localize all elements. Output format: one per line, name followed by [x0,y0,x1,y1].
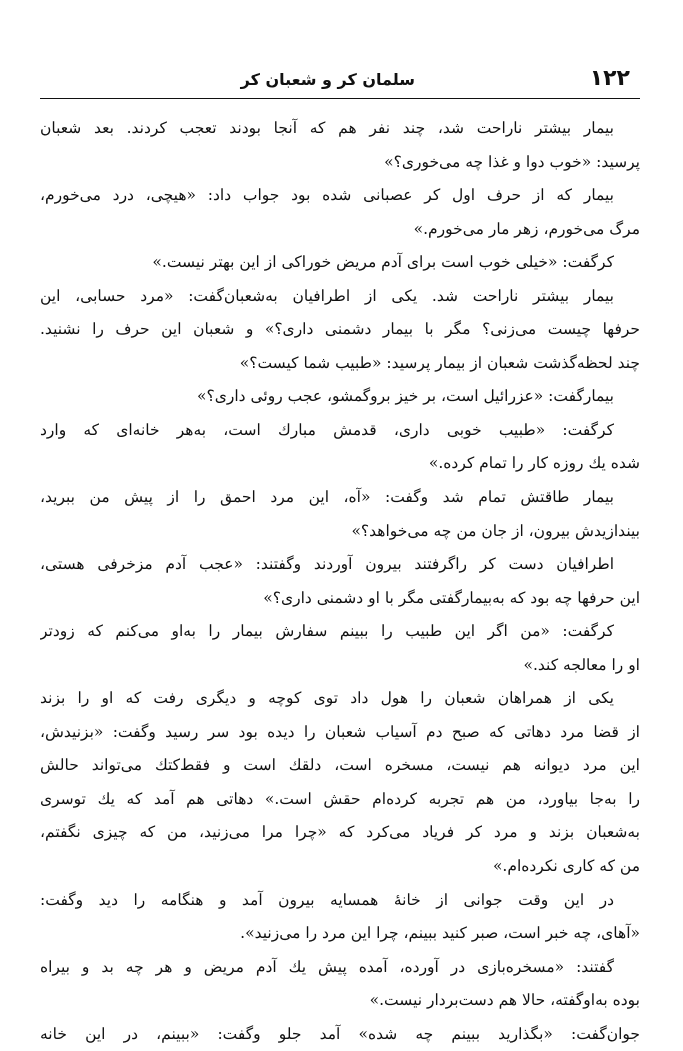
text-line: کرگفت: «خیلی خوب است برای آدم مریض خوراکی از این بهتر نیست.» [152,253,614,272]
body-text [40,112,640,1051]
text-line: او را معالجه کند.» [523,655,640,674]
text-line: یکی از همراهان شعبان را هول داد توی کوچه و دیگری رفت که او را بزند [40,689,614,708]
text-line: حرفها چیست می‌زنی؟ مگر با بیمار دشمنی داری؟» و شعبان این حرف را نشنید. [40,320,640,339]
text-line: مرگ می‌خورم، زهر مار می‌خورم.» [413,219,640,238]
text-line: جوان‌گفت: «بگذارید ببینم چه شده» آمد جلو وگفت: «ببینم، در این خانه [40,1024,640,1043]
text-line: بیمارگفت: «عزرائیل است، بر خیز بروگمشو، عجب روئی داری؟» [197,387,614,406]
text-line: از قضا مرد دهاتی که صبح دم آسیاب شعبان را دیده بود سر رسید وگفت: «بزنیدش، [40,722,640,741]
text-line: اطرافیان دست کر راگرفتند بیرون آوردند وگفتند: «عجب آدم مزخرفی هستی، [40,555,614,574]
page-header [40,62,640,96]
header-rule [40,98,640,99]
text-line: در این وقت جوانی از خانهٔ همسایه بیرون آمد و هنگامه را دید وگفت: [40,890,614,909]
text-line: بیندازیدش بیرون، از جان من چه می‌خواهد؟» [351,521,640,540]
text-line: «آهای، چه خبر است، صبر کنید ببینم، چرا این مرد را می‌زنید». [240,924,640,943]
text-line: پرسید: «خوب دوا و غذا چه می‌خوری؟» [384,152,640,171]
text-line: این حرفها چه بود که به‌بیمارگفتی مگر با او دشمنی داری؟» [263,588,640,607]
text-line: این مرد دیوانه هم نیست، مسخره است، دلقك است و فقط‌کتك می‌تواند حالش [40,756,640,775]
text-line: بوده به‌اوگفته، حالا هم دست‌بردار نیست.» [369,991,640,1010]
text-line: شده یك روزه کار را تمام کرده.» [428,454,640,473]
text-line: گفتند: «مسخره‌بازی در آورده، آمده پیش یك آدم مریض و هر چه بد و بیراه [40,957,614,976]
text-line: کرگفت: «من اگر این طبیب را ببینم سفارش بیمار را به‌او می‌کنم که زودتر [40,622,614,641]
text-line: بیمار که از حرف اول کر عصبانی شده بود جواب داد: «هیچی، درد می‌خورم، [40,186,614,205]
text-line: بیمار بیشتر ناراحت شد. یکی از اطرافیان به‌شعبان‌گفت: «مرد حسابی، این [40,286,614,305]
text-line: چند لحظه‌گذشت شعبان از بیمار پرسید: «طبیب شما کیست؟» [239,353,640,372]
book-page [40,62,640,1043]
text-line: بیمار طاقتش تمام شد وگفت: «آه، این مرد احمق را از پیش من ببرید، [40,488,614,507]
page-number: ۱۲۲ [589,66,630,91]
text-line: من که کاری نکرده‌ام.» [492,857,640,876]
text-line: بیمار بیشتر ناراحت شد، چند نفر هم که آنجا بودند تعجب کردند. بعد شعبان [40,119,614,137]
text-line: به‌شعبان بزند و مرد کر فریاد می‌کرد که «چرا مرا می‌زنید، من که چیزی نگفتم، [40,823,640,842]
running-title: سلمان کر و شعبان کر [240,70,415,89]
text-line: را به‌جا بیاورد، من هم تجربه کرده‌ام حقش است.» دهاتی هم آمد که یك توسری [40,789,640,808]
text-line: کرگفت: «طبیب خوبی داری، قدمش مبارك است، به‌هر خانه‌ای که وارد [40,420,614,439]
